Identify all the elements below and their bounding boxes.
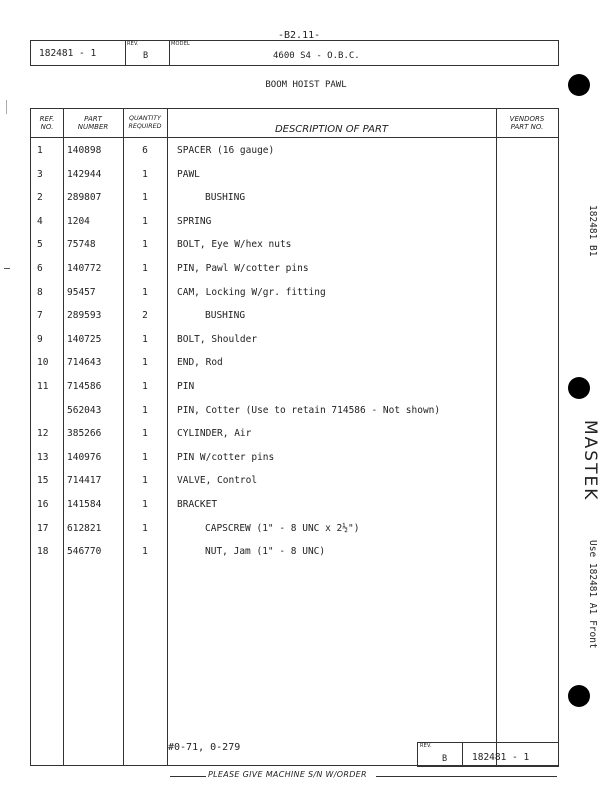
header-doc-number: 182481 - 1 (39, 48, 97, 59)
table-row (31, 263, 558, 281)
part-number-cell: 140976 (67, 451, 102, 463)
ref-cell: 1 (37, 145, 43, 156)
part-number-cell: 140725 (67, 333, 102, 345)
header-model-label: MODEL (171, 41, 191, 47)
scan-mark (6, 100, 8, 114)
table-row (31, 499, 558, 517)
description-cell: PIN, Cotter (Use to retain 714586 - Not shown) (177, 404, 441, 416)
binder-hole-middle (568, 377, 590, 399)
ref-cell: 18 (37, 546, 49, 558)
quantity-cell: 1 (142, 215, 148, 227)
footer-rev: B (442, 754, 448, 764)
ref-cell: 16 (37, 499, 49, 510)
ref-cell: 5 (37, 239, 43, 251)
margin-doc-code: 182481 B1 (587, 205, 598, 257)
ref-cell: 8 (37, 286, 43, 298)
table-row (31, 381, 558, 399)
quantity-cell: 1 (142, 451, 148, 463)
order-rule-left (170, 776, 206, 777)
description-cell: VALVE, Control (177, 475, 258, 487)
margin-master-stamp: MASTEK (580, 420, 600, 502)
description-cell: PIN W/cotter pins (177, 451, 275, 463)
footer-rev-box (417, 742, 559, 767)
description-cell: END, Rod (177, 357, 223, 369)
column-header-description: DESCRIPTION OF PART (274, 124, 389, 135)
order-note: PLEASE GIVE MACHINE S/N W/ORDER (208, 770, 367, 779)
quantity-cell: 1 (142, 546, 148, 558)
ref-cell: 2 (37, 192, 43, 204)
table-row (31, 169, 558, 187)
ref-cell: 3 (37, 168, 43, 180)
description-cell: CAM, Locking W/gr. fitting (177, 286, 326, 298)
vendors-header-line2: PART NO. (510, 123, 544, 131)
header-doc-number-cell (31, 41, 126, 65)
part-number-cell: 714586 (67, 381, 102, 392)
part-number-cell: 562043 (67, 404, 102, 416)
part-header-line1: PART (84, 115, 102, 123)
ref-cell: 11 (37, 381, 49, 392)
ref-cell: 15 (37, 475, 49, 487)
table-row (31, 216, 558, 234)
part-number-cell: 95457 (67, 286, 96, 298)
footer-date-code: #0-71, 0-279 (168, 742, 241, 753)
vendors-header-line1: VENDORS (509, 115, 545, 123)
header-rev: B (143, 51, 149, 61)
part-number-cell: 140772 (67, 263, 102, 274)
description-cell: NUT, Jam (1" - 8 UNC) (205, 546, 326, 558)
ref-cell: 13 (37, 451, 49, 463)
part-number-cell: 546770 (67, 546, 102, 558)
ref-cell: 7 (37, 310, 43, 322)
part-number-cell: 289593 (67, 310, 102, 322)
scan-mark (4, 268, 10, 269)
footer-rev-label: REV. (420, 743, 432, 749)
table-row (31, 334, 558, 352)
header-box (30, 40, 559, 66)
table-row (31, 239, 558, 257)
column-header-ref (31, 109, 63, 137)
quantity-cell: 1 (142, 404, 148, 416)
ref-cell: 6 (37, 263, 43, 274)
quantity-cell: 1 (142, 475, 148, 487)
part-header-line2: NUMBER (77, 123, 109, 131)
description-cell: SPRING (177, 215, 212, 227)
ref-cell: 10 (37, 357, 49, 369)
qty-header-line2: REQUIRED (128, 123, 162, 130)
section-title: BOOM HOIST PAWL (265, 80, 347, 90)
description-cell: BOLT, Eye W/hex nuts (177, 239, 292, 251)
part-number-cell: 142944 (67, 168, 102, 180)
header-rev-cell (125, 41, 170, 65)
column-header-vendors (496, 109, 558, 137)
parts-table (30, 108, 559, 766)
quantity-cell: 1 (142, 168, 148, 180)
description-cell: SPACER (16 gauge) (177, 145, 275, 156)
table-row (31, 145, 558, 163)
quantity-cell: 1 (142, 239, 148, 251)
quantity-cell: 1 (142, 286, 148, 298)
ref-cell: 12 (37, 428, 49, 440)
quantity-cell: 1 (142, 263, 148, 274)
margin-use-note: Use 182481 A1 Front (587, 540, 598, 649)
table-row (31, 287, 558, 305)
table-row (31, 405, 558, 423)
quantity-cell: 6 (142, 145, 148, 156)
part-number-cell: 714643 (67, 357, 102, 369)
description-cell: CAPSCREW (1" - 8 UNC x 2½") (205, 522, 360, 534)
header-rev-label: REV. (127, 41, 139, 47)
part-number-cell: 714417 (67, 475, 102, 487)
order-rule-right (376, 776, 557, 777)
description-cell: BUSHING (205, 192, 246, 204)
table-row (31, 357, 558, 375)
description-cell: PIN (177, 381, 195, 392)
binder-hole-top (568, 74, 590, 96)
footer-doc-number: 182481 - 1 (472, 752, 530, 763)
footer-doc-number-cell (462, 742, 558, 767)
description-cell: CYLINDER, Air (177, 428, 252, 440)
part-number-cell: 289807 (67, 192, 102, 204)
quantity-cell: 1 (142, 192, 148, 204)
ref-cell: 4 (37, 215, 43, 227)
header-divider (31, 137, 558, 138)
quantity-cell: 1 (142, 522, 148, 534)
description-cell: BUSHING (205, 310, 246, 322)
table-row (31, 452, 558, 470)
description-cell: PAWL (177, 168, 200, 180)
table-row (31, 310, 558, 328)
part-number-cell: 612821 (67, 522, 102, 534)
part-number-cell: 1204 (67, 215, 90, 227)
part-number-cell: 385266 (67, 428, 102, 440)
table-row (31, 475, 558, 493)
ref-header-line2: NO. (40, 123, 54, 131)
ref-cell: 17 (37, 522, 49, 534)
qty-header-line1: QUANTITY (129, 115, 161, 122)
header-model-cell (169, 41, 558, 65)
table-row (31, 192, 558, 210)
table-row (31, 546, 558, 564)
description-cell: PIN, Pawl W/cotter pins (177, 263, 309, 274)
ref-header-line1: REF. (39, 115, 55, 123)
quantity-cell: 1 (142, 499, 148, 510)
binder-hole-bottom (568, 685, 590, 707)
footer-rev-cell (418, 742, 463, 767)
part-number-cell: 141584 (67, 499, 102, 510)
quantity-cell: 2 (142, 310, 148, 322)
part-number-cell: 140898 (67, 145, 102, 156)
order-note-line (170, 770, 557, 784)
page-number: -B2.11- (278, 30, 321, 41)
part-number-cell: 75748 (67, 239, 96, 251)
column-header-part-number (63, 109, 123, 137)
quantity-cell: 1 (142, 381, 148, 392)
quantity-cell: 1 (142, 428, 148, 440)
ref-cell: 9 (37, 333, 43, 345)
column-header-quantity (123, 109, 167, 137)
description-cell: BOLT, Shoulder (177, 333, 258, 345)
quantity-cell: 1 (142, 333, 148, 345)
description-cell: BRACKET (177, 499, 218, 510)
header-model: 4600 S4 - O.B.C. (273, 51, 360, 61)
table-row (31, 523, 558, 541)
table-row (31, 428, 558, 446)
quantity-cell: 1 (142, 357, 148, 369)
